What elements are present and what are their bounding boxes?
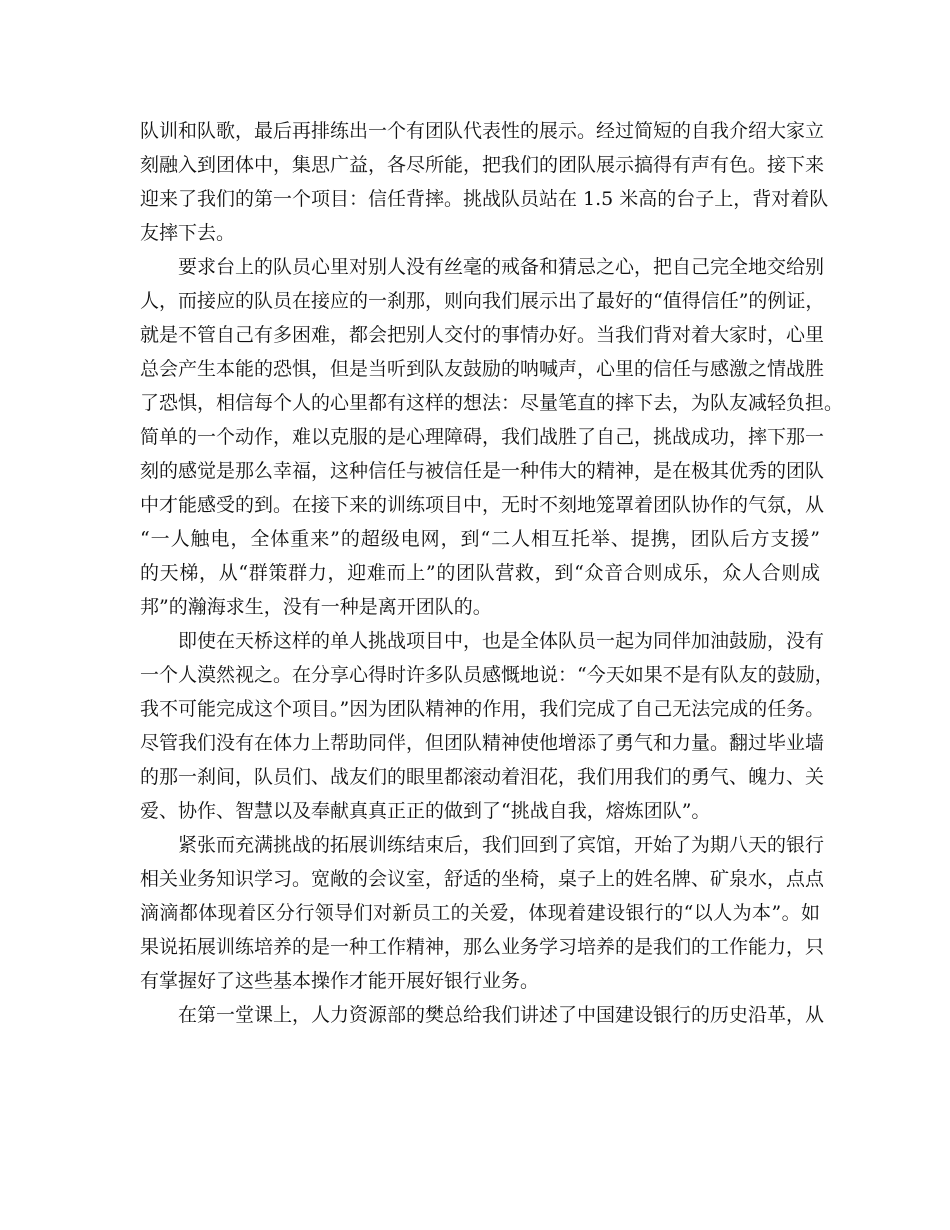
text-line: 即使在天桥这样的单人挑战项目中，也是全体队员一起为同伴加油鼓励，没有 — [178, 630, 825, 652]
paragraph-4 — [140, 828, 825, 998]
text-line: 的那一刹间，队员们、战友们的眼里都滚动着泪花，我们用我们的勇气、魄力、关 — [140, 766, 825, 788]
text-line: 简单的一个动作，难以克服的是心理障碍，我们战胜了自己，挑战成功，摔下那一 — [140, 426, 825, 448]
text-line: 刻融入到团体中，集思广益，各尽所能，把我们的团队展示搞得有声有色。接下来 — [140, 154, 825, 176]
text-line: “一人触电，全体重来”的超级电网，到“二人相互托举、提携，团队后方支援” — [140, 528, 820, 550]
text-line: 的天梯，从“群策群力，迎难而上”的团队营救，到“众音合则成乐，众人合则成 — [140, 562, 820, 584]
document-body — [140, 114, 844, 1032]
text-line: 在第一堂课上，人力资源部的樊总给我们讲述了中国建设银行的历史沿革，从 — [178, 1004, 825, 1026]
text-line: 一个人漠然视之。在分享心得时许多队员感慨地说：“今天如果不是有队友的鼓励， — [140, 664, 834, 686]
text-line: 了恐惧，相信每个人的心里都有这样的想法：尽量笔直的摔下去，为队友减轻负担。 — [140, 392, 844, 414]
text-line: 紧张而充满挑战的拓展训练结束后，我们回到了宾馆，开始了为期八天的银行 — [178, 834, 825, 856]
text-line: 尽管我们没有在体力上帮助同伴，但团队精神使他增添了勇气和力量。翻过毕业墙 — [140, 732, 825, 754]
text-line: 要求台上的队员心里对别人没有丝毫的戒备和猜忌之心，把自己完全地交给别 — [178, 256, 825, 278]
text-line: 滴滴都体现着区分行领导们对新员工的关爱，体现着建设银行的“以人为本”。如 — [140, 902, 820, 924]
paragraph-1 — [140, 114, 829, 250]
text-line: 人，而接应的队员在接应的一刹那，则向我们展示出了最好的“值得信任”的例证， — [140, 290, 825, 312]
text-line: 总会产生本能的恐惧，但是当听到队友鼓励的呐喊声，心里的信任与感激之情战胜 — [140, 358, 825, 380]
text-line: 有掌握好了这些基本操作才能开展好银行业务。 — [140, 970, 540, 992]
paragraph-3 — [140, 624, 834, 828]
text-line: 邦”的瀚海求生，没有一种是离开团队的。 — [140, 596, 492, 618]
text-line: 爱、协作、智慧以及奉献真真正正的做到了“挑战自我，熔炼团队”。 — [140, 800, 711, 822]
paragraph-5 — [140, 998, 825, 1032]
text-line: 就是不管自己有多困难，都会把别人交付的事情办好。当我们背对着大家时，心里 — [140, 324, 825, 346]
text-line: 相关业务知识学习。宽敞的会议室，舒适的坐椅，桌子上的姓名牌、矿泉水，点点 — [140, 868, 825, 890]
text-line: 迎来了我们的第一个项目：信任背摔。挑战队员站在 1.5 米高的台子上，背对着队 — [140, 188, 829, 210]
text-line: 刻的感觉是那么幸福，这种信任与被信任是一种伟大的精神，是在极其优秀的团队 — [140, 460, 825, 482]
text-line: 中才能感受的到。在接下来的训练项目中，无时不刻地笼罩着团队协作的气氛，从 — [140, 494, 825, 516]
paragraph-2 — [140, 250, 844, 624]
text-line: 果说拓展训练培养的是一种工作精神，那么业务学习培养的是我们的工作能力，只 — [140, 936, 825, 958]
text-line: 队训和队歌，最后再排练出一个有团队代表性的展示。经过简短的自我介绍大家立 — [140, 120, 825, 142]
text-line: 友摔下去。 — [140, 222, 236, 244]
text-line: 我不可能完成这个项目。”因为团队精神的作用，我们完成了自己无法完成的任务。 — [140, 698, 825, 720]
